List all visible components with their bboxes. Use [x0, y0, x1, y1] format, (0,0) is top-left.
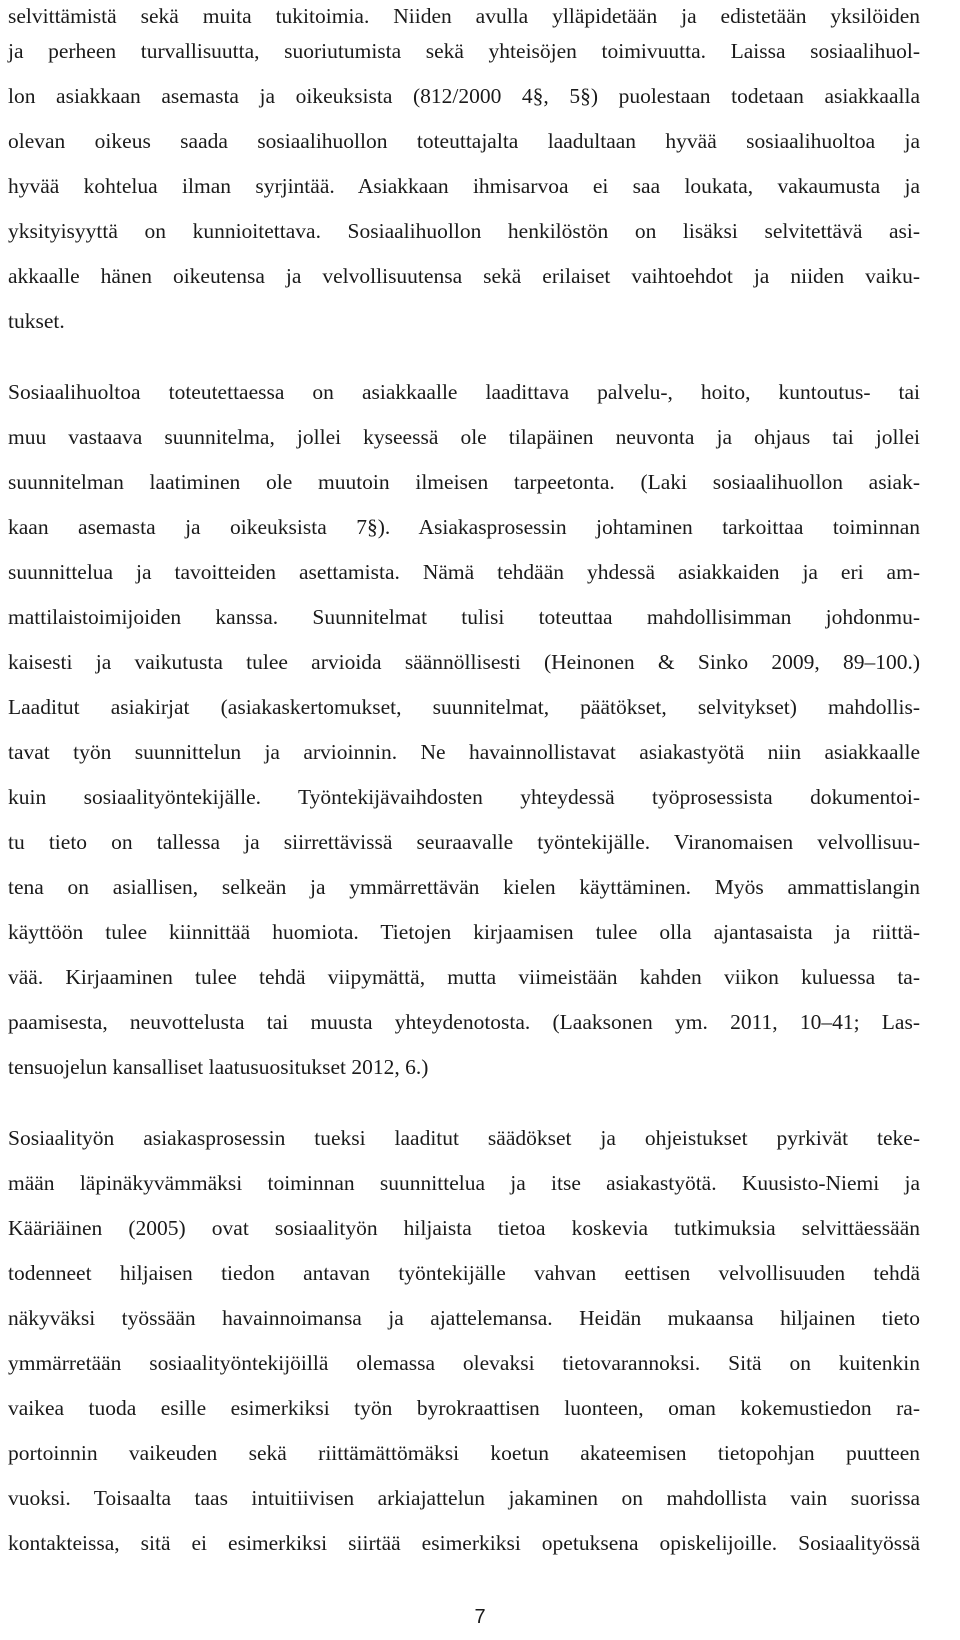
- text-line: kaan asemasta ja oikeuksista 7§). Asiakasprosessin johtaminen tarkoittaa toiminnan: [8, 515, 920, 539]
- text-line: Sosiaalihuoltoa toteutettaessa on asiakkaalle laadittava palvelu-, hoito, kuntoutus- tai: [8, 380, 920, 404]
- text-line: tensuojelun kansalliset laatusuositukset 2012, 6.): [8, 1055, 429, 1079]
- text-line: vää. Kirjaaminen tulee tehdä viipymättä, mutta viimeistään kahden viikon kuluessa ta-: [8, 965, 920, 989]
- text-line: mään läpinäkyvämmäksi toiminnan suunnittelua ja itse asiakastyötä. Kuusisto-Niemi ja: [8, 1171, 920, 1195]
- text-line: mattilaistoimijoiden kanssa. Suunnitelmat tulisi toteuttaa mahdollisimman johdonmu-: [8, 605, 920, 629]
- text-line: lon asiakkaan asemasta ja oikeuksista (812/2000 4§, 5§) puolestaan todetaan asiakkaalla: [8, 84, 920, 108]
- text-line: vuoksi. Toisaalta taas intuitiivisen arkiajattelun jakaminen on mahdollista vain suorissa: [8, 1486, 920, 1510]
- text-line: hyvää kohtelua ilman syrjintää. Asiakkaan ihmisarvoa ei saa loukata, vakaumusta ja: [8, 174, 920, 198]
- text-line: Laaditut asiakirjat (asiakaskertomukset, suunnitelmat, päätökset, selvitykset) mahdollis-: [8, 695, 920, 719]
- text-line: portoinnin vaikeuden sekä riittämättömäksi koetun akateemisen tietopohjan puutteen: [8, 1441, 920, 1465]
- text-line: paamisesta, neuvottelusta tai muusta yhteydenotosta. (Laaksonen ym. 2011, 10–41; Las-: [8, 1010, 920, 1034]
- text-line: tu tieto on tallessa ja siirrettävissä seuraavalle työntekijälle. Viranomaisen velvollisuu-: [8, 830, 920, 854]
- text-line: todenneet hiljaisen tiedon antavan työntekijälle vahvan eettisen velvollisuuden tehdä: [8, 1261, 920, 1285]
- text-line: olevan oikeus saada sosiaalihuollon toteuttajalta laadultaan hyvää sosiaalihuoltoa ja: [8, 129, 920, 153]
- text-line: ja perheen turvallisuutta, suoriutumista sekä yhteisöjen toimivuutta. Laissa sosiaalihuol-: [8, 39, 920, 63]
- page-number: 7: [474, 1606, 486, 1628]
- text-line: ymmärretään sosiaalityöntekijöillä olemassa olevaksi tietovarannoksi. Sitä on kuitenkin: [8, 1351, 920, 1375]
- text-line: käyttöön tulee kiinnittää huomiota. Tietojen kirjaamisen tulee olla ajantasaista ja riittä-: [8, 920, 920, 944]
- text-line: kaisesti ja vaikutusta tulee arvioida säännöllisesti (Heinonen & Sinko 2009, 89–100.): [8, 650, 920, 674]
- text-line: Sosiaalityön asiakasprosessin tueksi laaditut säädökset ja ohjeistukset pyrkivät teke-: [8, 1126, 920, 1150]
- text-line: muu vastaava suunnitelma, jollei kyseessä ole tilapäinen neuvonta ja ohjaus tai jollei: [8, 425, 920, 449]
- text-line: yksityisyyttä on kunnioitettava. Sosiaalihuollon henkilöstön on lisäksi selvitettävä asi-: [8, 219, 920, 243]
- text-line: vaikea tuoda esille esimerkiksi työn byrokraattisen luonteen, oman kokemustiedon ra-: [8, 1396, 920, 1420]
- text-line: suunnittelua ja tavoitteiden asettamista. Nämä tehdään yhdessä asiakkaiden ja eri am-: [8, 560, 920, 584]
- text-line: selvittämistä sekä muita tukitoimia. Niiden avulla ylläpidetään ja edistetään yksilöiden: [8, 4, 920, 28]
- text-line: suunnitelman laatiminen ole muutoin ilmeisen tarpeetonta. (Laki sosiaalihuollon asiak-: [8, 470, 920, 494]
- text-line: tavat työn suunnittelun ja arvioinnin. Ne havainnollistavat asiakastyötä niin asiakkaalle: [8, 740, 920, 764]
- text-line: kuin sosiaalityöntekijälle. Työntekijävaihdosten yhteydessä työprosessista dokumentoi-: [8, 785, 920, 809]
- text-line: Kääriäinen (2005) ovat sosiaalityön hiljaista tietoa koskevia tutkimuksia selvittäessään: [8, 1216, 920, 1240]
- text-line: tukset.: [8, 309, 65, 333]
- text-line: tena on asiallisen, selkeän ja ymmärrettävän kielen käyttäminen. Myös ammattislangin: [8, 875, 920, 899]
- text-line: akkaalle hänen oikeutensa ja velvollisuutensa sekä erilaiset vaihtoehdot ja niiden vaiku-: [8, 264, 920, 288]
- text-line: kontakteissa, sitä ei esimerkiksi siirtää esimerkiksi opetuksena opiskelijoille. Sosiaalityössä: [8, 1531, 920, 1555]
- text-line: näkyväksi työssään havainnoimansa ja ajattelemansa. Heidän mukaansa hiljainen tieto: [8, 1306, 920, 1330]
